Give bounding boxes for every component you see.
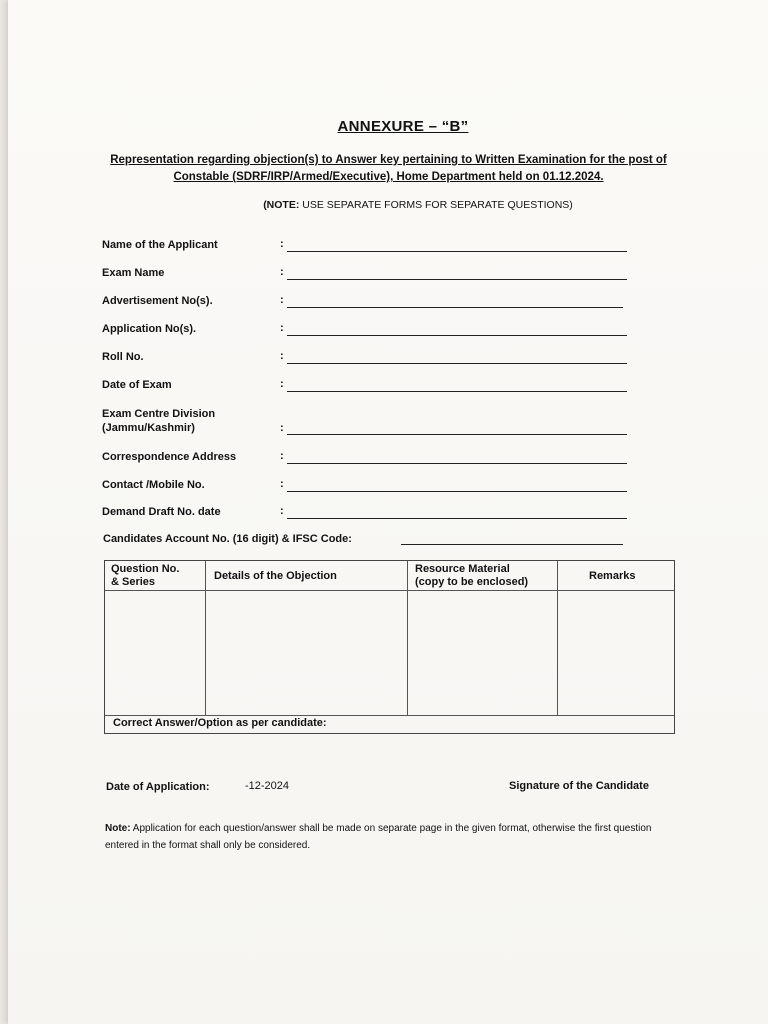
- table-header-resource-material: Resource Material (copy to be enclosed): [415, 563, 529, 588]
- account-no-field[interactable]: [401, 544, 623, 545]
- field-colon: :: [280, 294, 284, 306]
- field-label-applicant-name: Name of the Applicant: [102, 239, 218, 251]
- exam-name-field[interactable]: [287, 279, 627, 280]
- field-colon: :: [280, 378, 284, 390]
- cell-question-no[interactable]: [105, 591, 205, 715]
- note-label: (NOTE:: [263, 199, 300, 211]
- date-of-application-label: Date of Application:: [106, 781, 210, 793]
- cell-details-of-objection[interactable]: [206, 591, 407, 715]
- exam-centre-label-line1: Exam Centre Division: [102, 408, 216, 420]
- bottom-note-label: Note:: [105, 823, 131, 834]
- contact-mobile-field[interactable]: [287, 491, 627, 492]
- field-label-demand-draft: Demand Draft No. date: [102, 506, 221, 518]
- cell-resource-material[interactable]: [408, 591, 557, 715]
- field-colon: :: [280, 322, 284, 334]
- field-colon: :: [280, 238, 284, 250]
- field-label-exam-name: Exam Name: [102, 267, 165, 279]
- account-no-label: Candidates Account No. (16 digit) & IFSC Code:: [103, 533, 352, 545]
- correct-answer-label: Correct Answer/Option as per candidate:: [113, 717, 327, 729]
- document-subtitle: Representation regarding objection(s) to Answer key pertaining to Written Examination for the post of Constable (SDRF/IRP/Armed/Executive), Home Department held on 01.12.2024.: [110, 154, 667, 183]
- roll-no-field[interactable]: [287, 363, 627, 364]
- demand-draft-field[interactable]: [287, 518, 627, 519]
- note-text: USE SEPARATE FORMS FOR SEPARATE QUESTIONS): [302, 199, 573, 211]
- application-no-field[interactable]: [287, 335, 627, 336]
- exam-centre-division-field[interactable]: [287, 434, 627, 435]
- document-title: ANNEXURE – “B”: [337, 118, 469, 135]
- form-page: [8, 0, 768, 1024]
- applicant-name-field[interactable]: [287, 251, 627, 252]
- objection-table: [104, 560, 675, 734]
- field-label-roll-no: Roll No.: [102, 351, 144, 363]
- field-colon: :: [280, 266, 284, 278]
- correspondence-address-field[interactable]: [287, 463, 627, 464]
- exam-centre-label-line2: (Jammu/Kashmir): [102, 422, 195, 434]
- field-label-application-no: Application No(s).: [102, 323, 197, 335]
- date-of-exam-field[interactable]: [287, 391, 627, 392]
- field-label-date-of-exam: Date of Exam: [102, 379, 172, 391]
- field-label-correspondence-address: Correspondence Address: [102, 451, 237, 463]
- bottom-note-text: Application for each question/answer shall be made on separate page in the given format, otherwise the first question entered in the format shall only be considered.: [105, 823, 652, 851]
- table-header-question-no: Question No. & Series: [111, 563, 180, 588]
- field-colon: :: [280, 478, 284, 490]
- field-label-exam-centre-division: [102, 407, 215, 435]
- table-header-remarks: Remarks: [589, 570, 636, 582]
- table-header-details: Details of the Objection: [214, 570, 337, 582]
- signature-label: Signature of the Candidate: [509, 780, 649, 792]
- field-colon: :: [280, 505, 284, 517]
- field-colon: :: [280, 450, 284, 462]
- bottom-note: [105, 820, 680, 854]
- advertisement-no-field[interactable]: [287, 307, 623, 308]
- cell-remarks[interactable]: [558, 591, 674, 715]
- table-divider: [105, 715, 674, 716]
- field-label-contact-mobile: Contact /Mobile No.: [102, 479, 205, 491]
- date-of-application-value: -12-2024: [245, 780, 290, 792]
- separate-forms-note: [8, 199, 768, 211]
- field-colon: :: [280, 422, 284, 434]
- field-label-advertisement-no: Advertisement No(s).: [102, 295, 213, 307]
- field-colon: :: [280, 350, 284, 362]
